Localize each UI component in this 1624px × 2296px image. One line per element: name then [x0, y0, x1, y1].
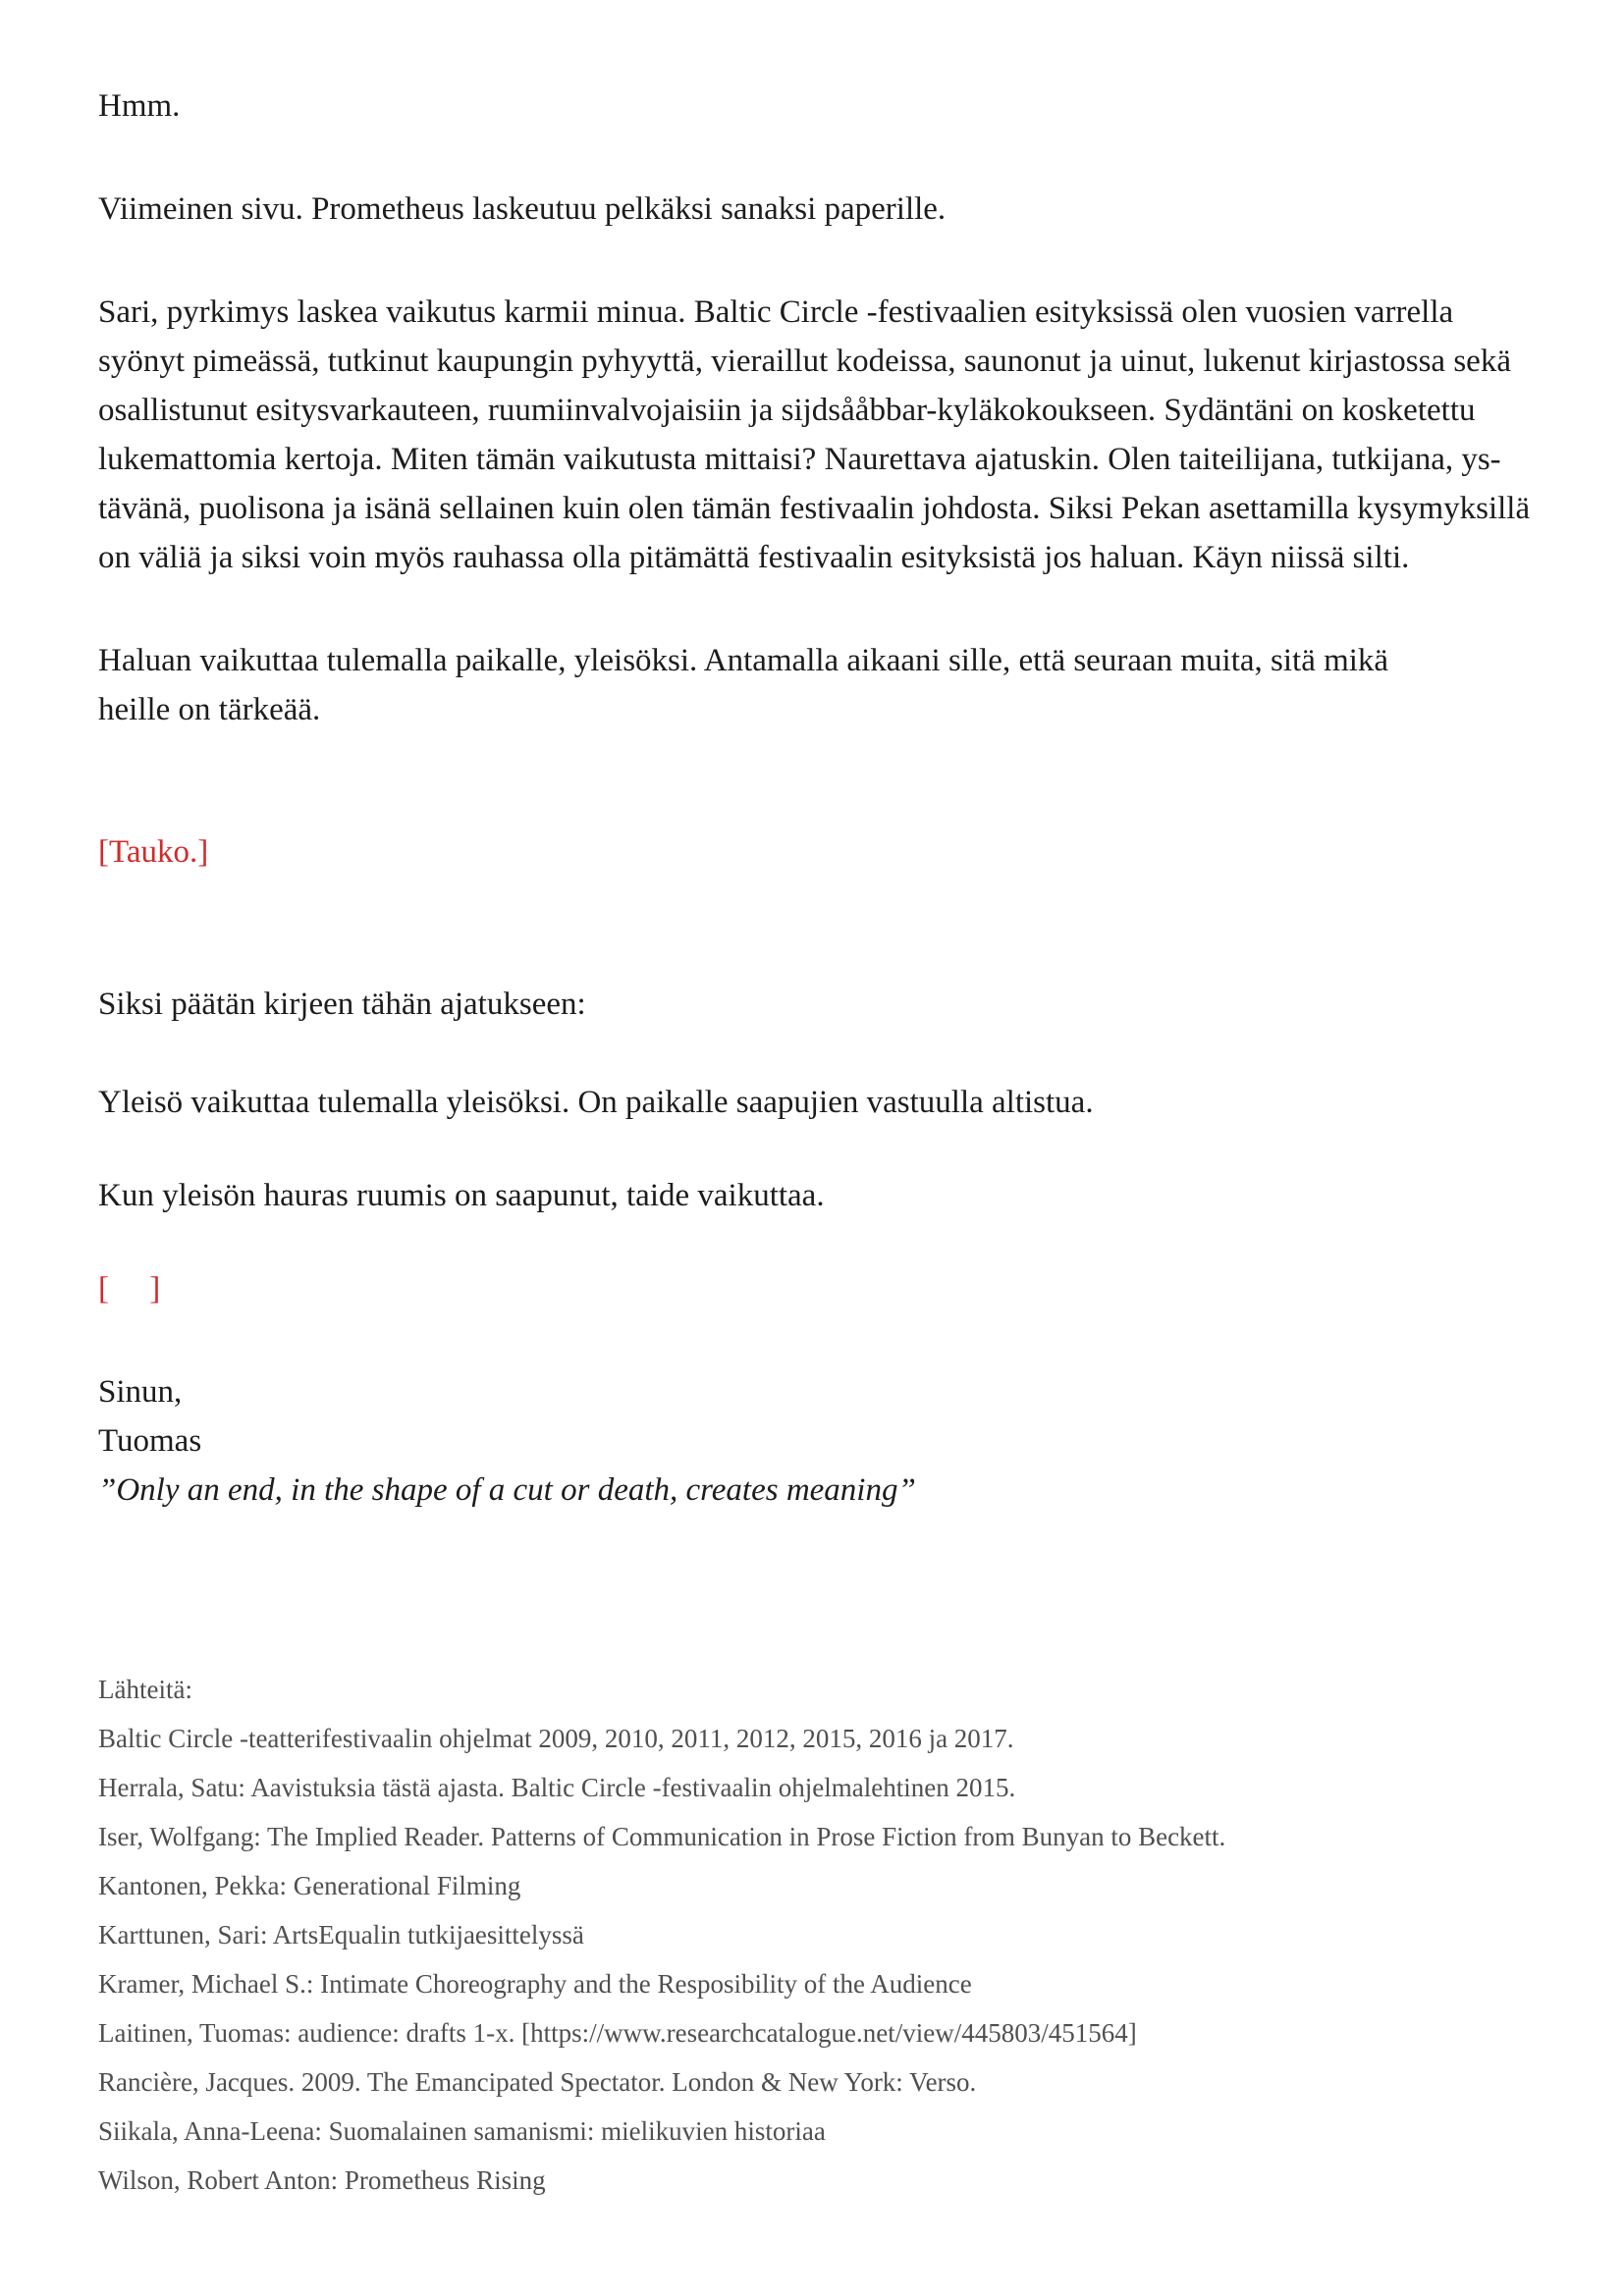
closing-signature: Tuomas: [98, 1423, 202, 1459]
closing-salutation: Sinun,: [98, 1374, 183, 1410]
paragraph-siksi: Siksi päätän kirjeen tähän ajatukseen:: [98, 987, 586, 1022]
paragraph-hmm: Hmm.: [98, 88, 181, 124]
paragraph-kun: Kun yleisön hauras ruumis on saapunut, taide vaikuttaa.: [98, 1178, 825, 1213]
reference-item: Wilson, Robert Anton: Prometheus Rising: [98, 2165, 546, 2195]
paragraph-yleiso: Yleisö vaikuttaa tulemalla yleisöksi. On paikalle saapujien vastuulla altistua.: [98, 1085, 1094, 1120]
references-heading: Lähteitä:: [98, 1675, 192, 1704]
closing-quote: ”Only an end, in the shape of a cut or death, creates meaning”: [98, 1472, 916, 1508]
reference-item: Karttunen, Sari: ArtsEqualin tutkijaesittelyssä: [98, 1920, 584, 1949]
reference-item: Kantonen, Pekka: Generational Filming: [98, 1871, 521, 1900]
text-line: Haluan vaikuttaa tulemalla paikalle, yleisöksi. Antamalla aikaani sille, että seuraan muita, sitä mikä: [98, 643, 1389, 678]
reference-item: Iser, Wolfgang: The Implied Reader. Patterns of Communication in Prose Fiction from Bunyan to Beckett.: [98, 1822, 1226, 1851]
reference-item: Herrala, Satu: Aavistuksia tästä ajasta. Baltic Circle -festivaalin ohjelmalehtinen 2015.: [98, 1773, 1016, 1802]
reference-item: Rancière, Jacques. 2009. The Emancipated Spectator. London & New York: Verso.: [98, 2067, 977, 2097]
paragraph-sari: [98, 288, 1531, 582]
text-line: on väliä ja siksi voin myös rauhassa olla pitämättä festivaalin esityksistä jos haluan. Käyn niissä silti.: [98, 540, 1410, 575]
text-line: lukemattomia kertoja. Miten tämän vaikutusta mittaisi? Naurettava ajatuskin. Olen taiteilijana, tutkijana, ys-: [98, 442, 1501, 477]
empty-brackets-marker: [ ]: [98, 1271, 161, 1307]
references-list: [98, 1714, 1526, 2205]
paragraph-haluan: [98, 636, 1526, 734]
text-line: heille on tärkeää.: [98, 692, 321, 727]
text-line: osallistunut esitysvarkauteen, ruumiinvalvojaisiin ja sijdsååbbar-kyläkokoukseen. Sydäntäni on kosketettu: [98, 393, 1476, 428]
pause-marker: [Tauko.]: [98, 834, 209, 870]
references-section: [98, 1665, 1526, 2205]
text-line: Sari, pyrkimys laskea vaikutus karmii minua. Baltic Circle -festivaalien esityksissä olen vuosien varrella: [98, 294, 1454, 330]
reference-item: Baltic Circle -teatterifestivaalin ohjelmat 2009, 2010, 2011, 2012, 2015, 2016 ja 2017.: [98, 1724, 1014, 1753]
reference-item: Laitinen, Tuomas: audience: drafts 1-x. [https://www.researchcatalogue.net/view/445803/451564]: [98, 2018, 1137, 2048]
text-line: tävänä, puolisona ja isänä sellainen kuin olen tämän festivaalin johdosta. Siksi Pekan asettamilla kysymyksillä: [98, 491, 1531, 526]
text-line: syönyt pimeässä, tutkinut kaupungin pyhyyttä, vieraillut kodeissa, saunonut ja uinut, lukenut kirjastossa sekä: [98, 344, 1511, 379]
paragraph-last-page: Viimeinen sivu. Prometheus laskeutuu pelkäksi sanaksi paperille.: [98, 191, 947, 227]
reference-item: Kramer, Michael S.: Intimate Choreography and the Resposibility of the Audience: [98, 1969, 972, 1999]
reference-item: Siikala, Anna-Leena: Suomalainen samanismi: mielikuvien historiaa: [98, 2116, 826, 2146]
closing-block: [98, 1367, 1526, 1515]
